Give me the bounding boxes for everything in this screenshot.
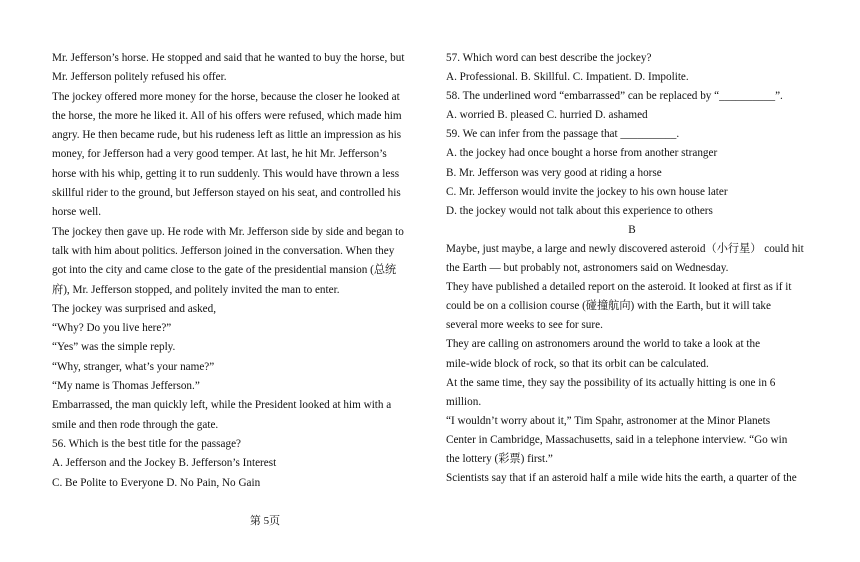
right-text-line: the Earth — but probably not, astronomers said on Wednesday. [446, 262, 729, 275]
page-number: 第 5页 [249, 515, 281, 527]
right-text-line: 58. The underlined word “embarrassed” can be replaced by “__________”. [446, 90, 783, 103]
left-text-line: “My name is Thomas Jefferson.” [52, 380, 200, 393]
left-text-line: “Why? Do you live here?” [52, 322, 172, 335]
right-text-line: A. Professional. B. Skillful. C. Impatient. D. Impolite. [446, 71, 689, 84]
left-text-line: Mr. Jefferson politely refused his offer. [52, 71, 227, 84]
right-text-line: several more weeks to see for sure. [446, 319, 603, 332]
left-text-line: A. Jefferson and the Jockey B. Jefferson’s Interest [52, 457, 277, 470]
left-text-line: money, for Jefferson had a very good temper. At last, he hit Mr. Jefferson’s [52, 148, 387, 161]
left-column [52, 49, 417, 493]
right-text-line: 57. Which word can best describe the jockey? [446, 52, 652, 64]
right-text-line: Scientists say that if an asteroid half a mile wide hits the earth, a quarter of the [446, 472, 797, 485]
left-text-line: The jockey then gave up. He rode with Mr. Jefferson side by side and began to [52, 225, 404, 238]
left-text-line: got into the city and came close to the gate of the presidential mansion (总统 [52, 264, 397, 277]
right-text-line: million. [446, 395, 482, 408]
left-text-line: skillful rider to the ground, but Jefferson stayed on his seat, and controlled his [52, 187, 401, 200]
right-text-line: mile-wide block of rock, so that its orbit can be calculated. [446, 357, 709, 370]
right-text-line: C. Mr. Jefferson would invite the jockey to his own house later [446, 185, 728, 198]
left-text-line: “Why, stranger, what’s your name?” [52, 360, 215, 373]
left-text-line: horse well. [52, 206, 102, 219]
right-text-line: D. the jockey would not talk about this experience to others [446, 204, 713, 217]
left-text-line: “Yes” was the simple reply. [52, 341, 176, 354]
left-text-line: horse with his whip, getting it to run suddenly. This would have thrown a less [52, 167, 400, 180]
right-text-line: At the same time, they say the possibility of its actually hitting is one in 6 [446, 376, 776, 389]
right-text-line: A. worried B. pleased C. hurried D. ashamed [446, 109, 648, 122]
left-text-line: Mr. Jefferson’s horse. He stopped and said that he wanted to buy the horse, but [52, 52, 405, 64]
right-text-line: “I wouldn’t worry about it,” Tim Spahr, astronomer at the Minor Planets [446, 414, 771, 427]
right-column [446, 49, 818, 488]
right-text-line: They have published a detailed report on the asteroid. It looked at first as if it [446, 281, 792, 294]
left-text-line: the horse, the more he liked it. All of his offers were refused, which made him [52, 109, 402, 122]
right-text-line: B. Mr. Jefferson was very good at riding a horse [446, 166, 662, 179]
right-text-line: Center in Cambridge, Massachusetts, said in a telephone interview. “Go win [446, 433, 788, 446]
left-text-line: The jockey offered more money for the horse, because the closer he looked at [52, 90, 400, 103]
left-text-line: angry. He then became rude, but his rudeness left as little an impression as his [52, 129, 402, 142]
right-text-line: the lottery (彩票) first.” [446, 452, 553, 465]
left-text-line: 56. Which is the best title for the passage? [52, 437, 241, 450]
left-text-line: Embarrassed, the man quickly left, while the President looked at him with a [52, 399, 392, 412]
left-text-line: smile and then rode through the gate. [52, 418, 219, 431]
right-text-line: B [628, 223, 636, 236]
right-text-line: Maybe, just maybe, a large and newly discovered asteroid（小行星） could hit [446, 242, 804, 255]
left-text-line: talk with him about politics. Jefferson joined in the conversation. When they [52, 244, 395, 257]
left-text-line: C. Be Polite to Everyone D. No Pain, No Gain [52, 476, 261, 489]
right-text-line: They are calling on astronomers around the world to take a look at the [446, 338, 761, 351]
right-text-line: 59. We can infer from the passage that __________. [446, 128, 680, 141]
right-text-line: A. the jockey had once bought a horse from another stranger [446, 147, 718, 160]
left-text-line: The jockey was surprised and asked, [52, 302, 217, 315]
right-text-line: could be on a collision course (碰撞航向) with the Earth, but it will take [446, 300, 771, 313]
left-text-line: 府), Mr. Jefferson stopped, and politely invited the man to enter. [52, 283, 340, 296]
